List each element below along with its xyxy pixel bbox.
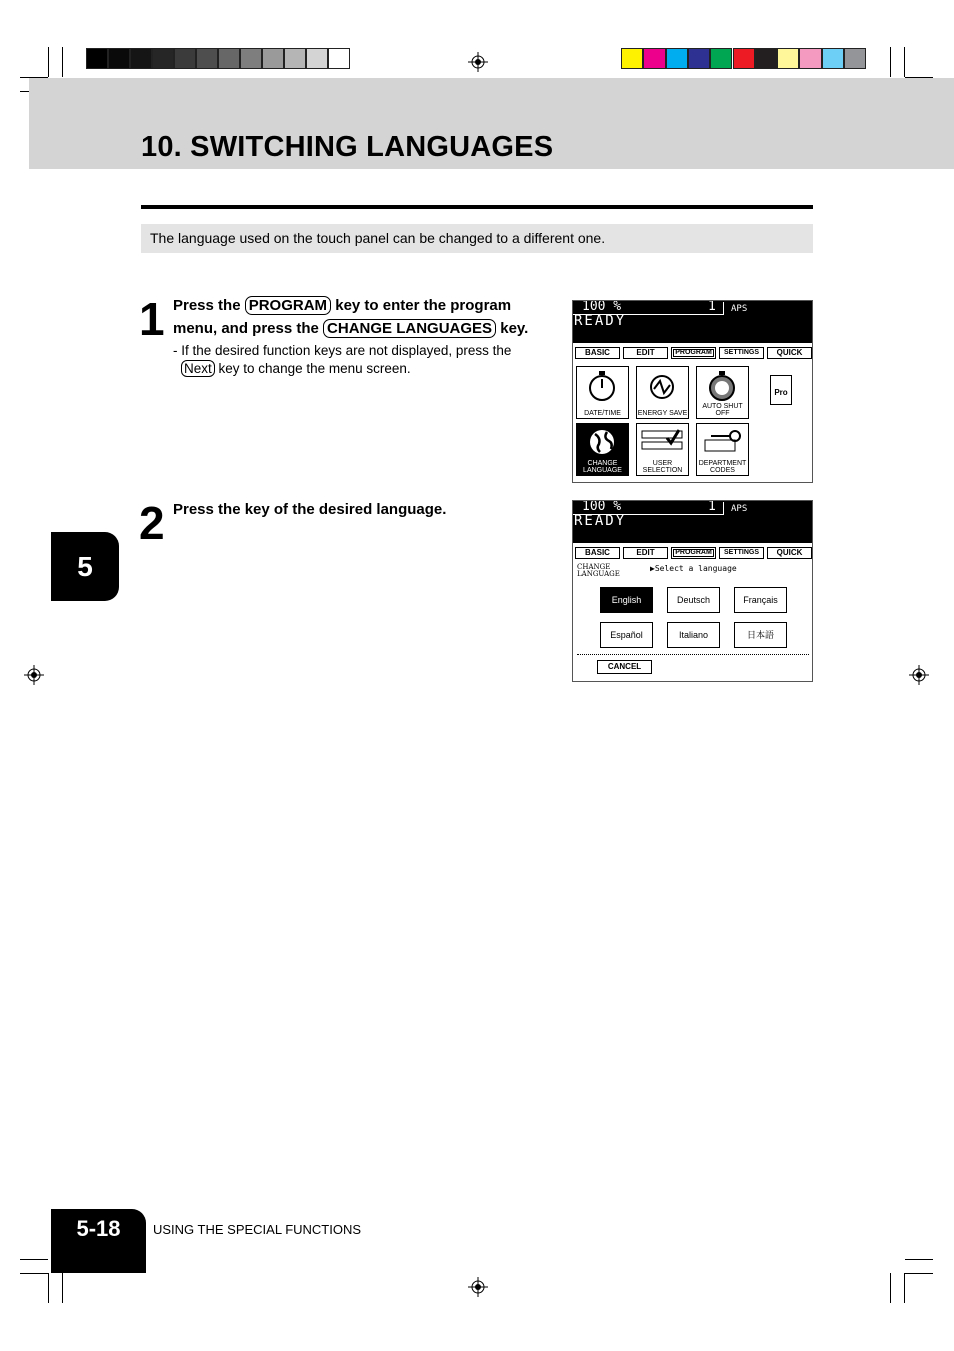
color-swatch	[130, 48, 152, 69]
color-swatch	[844, 48, 866, 69]
tile-label: ENERGY SAVE	[637, 410, 688, 417]
change-languages-key: CHANGE LANGUAGES	[323, 319, 496, 338]
copy-ratio: 100 %	[582, 500, 622, 514]
copy-count: 1	[708, 500, 716, 514]
color-swatch	[174, 48, 196, 69]
color-swatch	[733, 48, 755, 69]
tab-basic[interactable]: BASIC	[575, 547, 620, 559]
energy-save-icon	[637, 367, 688, 407]
tab-program[interactable]: PROGRAM	[671, 347, 716, 359]
program-key: PROGRAM	[245, 296, 331, 315]
color-swatch	[108, 48, 130, 69]
tile-label: CHANGE LANGUAGE	[583, 460, 622, 474]
stopwatch-icon	[577, 367, 628, 407]
select-prompt: ▶Select a language	[650, 564, 737, 573]
language-deutsch-button[interactable]: Deutsch	[667, 587, 720, 613]
panel-tabs	[575, 347, 812, 359]
step1-note	[173, 342, 558, 378]
user-selection-icon	[637, 424, 688, 460]
color-swatch	[710, 48, 732, 69]
color-swatch	[777, 48, 799, 69]
language-espanol-button[interactable]: Español	[600, 622, 653, 648]
pro-key[interactable]: Pro	[770, 375, 792, 405]
panel-status-area	[573, 501, 812, 543]
aps-indicator: APS	[731, 304, 748, 314]
page-number: 5-18	[51, 1209, 146, 1273]
status-message: READY	[574, 513, 627, 529]
color-swatch	[621, 48, 643, 69]
footer-section-title: USING THE SPECIAL FUNCTIONS	[153, 1222, 362, 1237]
globe-icon	[577, 424, 628, 460]
step-number: 1	[139, 293, 165, 345]
change-language-key[interactable]	[576, 423, 629, 476]
step1-text-b: key to enter the program	[335, 297, 512, 314]
registration-mark-icon	[468, 1277, 488, 1297]
step-number: 2	[139, 497, 165, 549]
step1-note-a: - If the desired function keys are not displayed, press the	[173, 343, 512, 358]
color-swatch	[688, 48, 710, 69]
intro-text: The language used on the touch panel can be changed to a different one.	[141, 224, 813, 253]
color-swatch	[152, 48, 174, 69]
section-label	[577, 564, 620, 578]
tab-quick[interactable]: QUICK	[767, 347, 812, 359]
touch-panel-program-menu	[572, 300, 813, 483]
copy-ratio: 100 %	[582, 300, 622, 314]
color-swatch	[643, 48, 665, 69]
color-swatch	[822, 48, 844, 69]
color-swatch	[86, 48, 108, 69]
color-swatch	[666, 48, 688, 69]
color-swatch	[755, 48, 777, 69]
language-english-button[interactable]: English	[600, 587, 653, 613]
step1-text-d: key.	[500, 320, 529, 337]
language-japanese-button[interactable]: 日本語	[734, 622, 787, 648]
chapter-tab: 5	[51, 532, 119, 601]
auto-shut-off-key[interactable]	[696, 366, 749, 419]
registration-mark-icon	[24, 665, 44, 685]
tab-program[interactable]: PROGRAM	[671, 547, 716, 559]
user-selection-key[interactable]	[636, 423, 689, 476]
registration-mark-icon	[909, 665, 929, 685]
color-swatch	[799, 48, 821, 69]
panel-tabs	[575, 547, 812, 559]
tile-label: DEPARTMENT CODES	[698, 460, 747, 474]
divider	[577, 654, 809, 655]
color-swatch	[262, 48, 284, 69]
panel-status-area	[573, 301, 812, 343]
color-swatch	[218, 48, 240, 69]
step2-instruction: Press the key of the desired language.	[173, 501, 447, 518]
tab-quick[interactable]: QUICK	[767, 547, 812, 559]
tile-label: DATE/TIME	[584, 410, 621, 417]
tile-label: USER SELECTION	[642, 460, 683, 474]
section-label-line: LANGUAGE	[577, 570, 620, 578]
step1-text-c: menu, and press the	[173, 320, 319, 337]
department-codes-key[interactable]	[696, 423, 749, 476]
touch-panel-language-select	[572, 500, 813, 682]
next-key: Next	[181, 360, 215, 377]
tab-edit[interactable]: EDIT	[623, 547, 668, 559]
color-swatch	[196, 48, 218, 69]
alarm-clock-icon	[697, 367, 748, 407]
tab-basic[interactable]: BASIC	[575, 347, 620, 359]
color-swatch	[240, 48, 262, 69]
step1-instruction	[173, 294, 563, 340]
section-label-line: CHANGE	[577, 563, 611, 571]
tab-edit[interactable]: EDIT	[623, 347, 668, 359]
language-italiano-button[interactable]: Italiano	[667, 622, 720, 648]
step1-note-b: key to change the menu screen.	[218, 361, 411, 376]
status-message: READY	[574, 313, 627, 329]
tile-label: AUTO SHUT OFF	[702, 403, 743, 417]
tab-settings[interactable]: SETTINGS	[719, 347, 764, 359]
color-swatch	[328, 48, 350, 69]
cancel-button[interactable]: CANCEL	[597, 660, 652, 674]
page-title: 10. SWITCHING LANGUAGES	[141, 131, 554, 163]
color-swatch	[284, 48, 306, 69]
copy-count: 1	[708, 300, 716, 314]
language-francais-button[interactable]: Français	[734, 587, 787, 613]
color-swatch	[306, 48, 328, 69]
step1-text-a: Press the	[173, 297, 241, 314]
registration-mark-icon	[468, 52, 488, 72]
key-icon	[697, 424, 748, 460]
energy-save-key[interactable]	[636, 366, 689, 419]
aps-indicator: APS	[731, 504, 748, 514]
date-time-key[interactable]	[576, 366, 629, 419]
title-rule	[141, 205, 813, 209]
tab-settings[interactable]: SETTINGS	[719, 547, 764, 559]
